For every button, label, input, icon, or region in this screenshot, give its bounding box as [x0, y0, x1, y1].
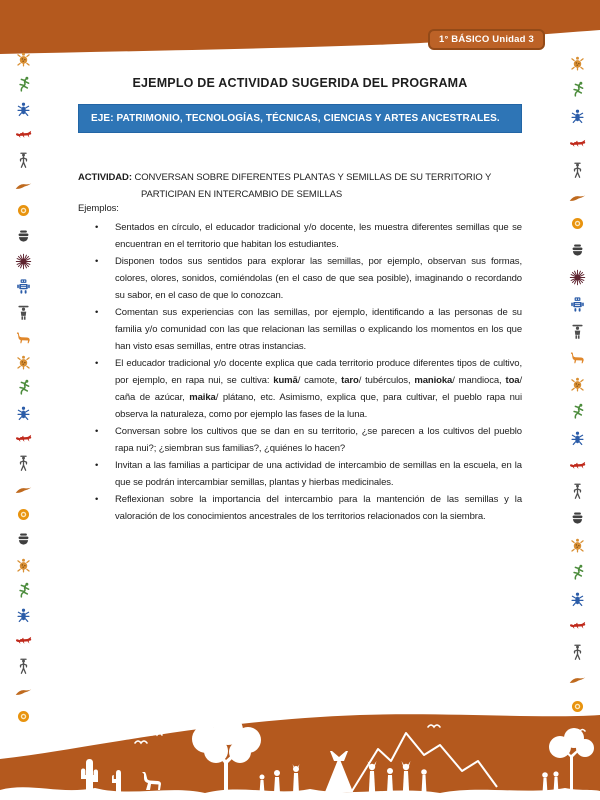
bug-icon [10, 404, 36, 422]
fox-icon [564, 134, 590, 152]
turtle-icon [10, 556, 36, 574]
sun-icon [10, 202, 36, 220]
bug-icon [564, 429, 590, 447]
pot-icon [10, 227, 36, 245]
eje-banner [78, 104, 522, 133]
bullet-text-segment: / mandioca, [452, 375, 506, 386]
list-item [78, 253, 522, 304]
bullet-text-segment: Sentados en círculo, el educador tradicional y/o docente, les muestra diferentes semillas que se encuentran en el territorio que habitan los estudiantes. [115, 222, 522, 250]
llama-icon [564, 349, 590, 367]
lizard-icon [10, 75, 36, 93]
chief-icon [10, 303, 36, 321]
robot-icon [10, 278, 36, 296]
right-icon-column [564, 0, 590, 800]
lizard-icon [564, 402, 590, 420]
bullet-text-segment: toa [505, 375, 520, 386]
activity-heading [78, 169, 522, 203]
list-item [78, 219, 522, 253]
person-icon [564, 483, 590, 501]
bullet-text-segment: manioka [414, 375, 453, 386]
bullet-text-segment: Conversan sobre los cultivos que se dan en su territorio, ¿se parecen a los cultivos del pueblo rapa nui?; ¿siembran sus familias?, ¿quiénes lo hacen? [115, 426, 522, 454]
bullet-text-segment: / tubérculos, [358, 375, 415, 386]
bug-icon [10, 101, 36, 119]
person-icon [564, 644, 590, 662]
bug-icon [10, 607, 36, 625]
condor-icon [10, 480, 36, 498]
unit-badge-label: 1° BÁSICO Unidad 3 [438, 34, 534, 45]
fox-icon [564, 456, 590, 474]
activity-label: ACTIVIDAD: [78, 171, 132, 183]
bullet-text-segment: taro [341, 375, 359, 386]
condor-icon [564, 188, 590, 206]
eje-banner-label: EJE: PATRIMONIO, TECNOLOGÍAS, TÉCNICAS, CIENCIAS Y ARTES ANCESTRALES. [91, 113, 500, 124]
bug-icon [564, 108, 590, 126]
person-icon [564, 161, 590, 179]
person-icon [10, 455, 36, 473]
sun-icon [10, 505, 36, 523]
bullet-text-segment: / camote, [297, 375, 342, 386]
bullet-text-segment: Reflexionan sobre la importancia del intercambio para la mantención de las semillas y la valoración de los conocimientos ancestrales de los territorios relacionados con la siembra. [115, 494, 522, 522]
pot-icon [564, 242, 590, 260]
llama-icon [10, 328, 36, 346]
starburst-icon [10, 252, 36, 270]
list-item [78, 304, 522, 355]
list-item [78, 423, 522, 457]
pot-icon [564, 510, 590, 528]
fox-icon [10, 632, 36, 650]
starburst-icon [564, 268, 590, 286]
bullet-text-segment: Comentan sus experiencias con las semillas, por ejemplo, identificando a las personas de su familia y/o comunidad con las que relacionan las semillas o explicando los momentos en los que han visto esas semillas, entre otras instancias. [115, 307, 522, 352]
bottom-banner-scene [0, 705, 600, 800]
list-item [78, 457, 522, 491]
bullet-text-segment: / caña de azúcar, [115, 375, 522, 403]
list-item [78, 491, 522, 525]
person-icon [10, 657, 36, 675]
turtle-icon [10, 354, 36, 372]
unit-badge [428, 29, 545, 50]
examples-label: Ejemplos: [78, 203, 119, 214]
fox-icon [10, 430, 36, 448]
bug-icon [564, 590, 590, 608]
sun-icon [564, 215, 590, 233]
person-icon [10, 151, 36, 169]
bullet-text-segment: / plátano, etc. Asimismo, explica que, para cultivar, el pueblo rapa nui observa la naturaleza, como por ejemplo las fases de la luna. [115, 392, 522, 420]
lizard-icon [10, 379, 36, 397]
condor-icon [10, 177, 36, 195]
lizard-icon [564, 563, 590, 581]
fox-icon [10, 126, 36, 144]
bullet-text-segment: maika [189, 392, 216, 403]
pot-icon [10, 531, 36, 549]
list-item [78, 355, 522, 423]
chief-icon [564, 322, 590, 340]
condor-icon [10, 683, 36, 701]
bullet-text-segment: kumā [273, 375, 298, 386]
bullet-text-segment: Disponen todos sus sentidos para explorar las semillas, por ejemplo, observan sus formas, colores, olores, sonidos, comiéndolas (en el caso de que sea posible), imaginando o recordando su sabor, en el caso de que lo conozcan. [115, 256, 522, 301]
robot-icon [564, 295, 590, 313]
condor-icon [564, 670, 590, 688]
bullet-text-segment: El educador tradicional y/o docente explica que cada territorio produce diferentes tipos de cultivo, por ejemplo, en rapa nui, se cultiva: [115, 358, 522, 386]
bullet-text-segment: Invitan a las familias a participar de una actividad de intercambio de semillas en la escuela, en la que se podrán intercambiar semillas, plantas y hierbas medicinales. [115, 460, 522, 488]
turtle-icon [564, 536, 590, 554]
examples-list [78, 219, 522, 525]
page-title: EJEMPLO DE ACTIVIDAD SUGERIDA DEL PROGRAMA [132, 76, 468, 90]
turtle-icon [10, 50, 36, 68]
left-icon-column [10, 0, 36, 800]
lizard-icon [564, 81, 590, 99]
turtle-icon [564, 54, 590, 72]
lizard-icon [10, 581, 36, 599]
turtle-icon [564, 376, 590, 394]
fox-icon [564, 617, 590, 635]
activity-description: CONVERSAN SOBRE DIFERENTES PLANTAS Y SEMILLAS DE SU TERRITORIO Y PARTICIPAN EN INTERCAMBIO DE SEMILLAS [134, 171, 492, 200]
